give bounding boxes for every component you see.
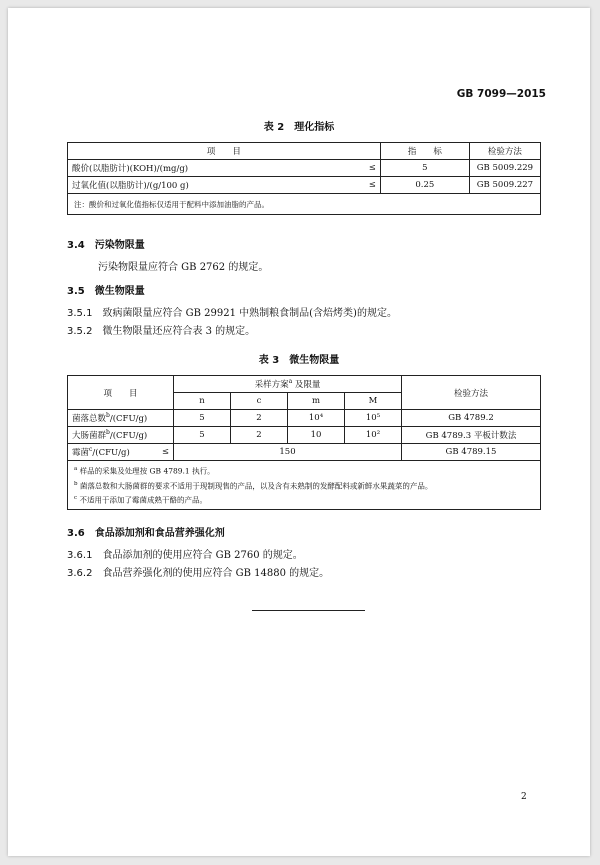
cell-unit: /(CFU/g) bbox=[92, 448, 130, 458]
table-subheader: n bbox=[174, 393, 231, 410]
cell-unit: /(CFU/g) bbox=[109, 414, 148, 424]
table-note bbox=[74, 492, 534, 507]
table-cell bbox=[68, 444, 152, 461]
section-3-5-2 bbox=[67, 322, 255, 337]
footnote-mark: c bbox=[74, 495, 78, 501]
document-page bbox=[8, 8, 590, 856]
section-number: 3.4 bbox=[67, 240, 85, 251]
section-number: 3.6.1 bbox=[67, 550, 93, 561]
standard-number: GB 7099—2015 bbox=[456, 88, 546, 100]
table-cell: 150 bbox=[174, 444, 402, 461]
table-cell: GB 5009.227 bbox=[469, 177, 540, 194]
cell-item: 霉菌 bbox=[72, 448, 90, 458]
note-text: 不适用于添加了霉菌成熟干酪的产品。 bbox=[79, 495, 207, 505]
table-cell bbox=[68, 427, 174, 444]
section-text: 食品营养强化剂的使用应符合 GB 14880 的规定。 bbox=[102, 568, 330, 579]
section-3-5-1 bbox=[67, 304, 397, 319]
table-subheader: c bbox=[231, 393, 288, 410]
footnote-mark: a bbox=[74, 466, 78, 472]
table-header-plan bbox=[174, 376, 402, 393]
footnote-mark: b bbox=[74, 480, 78, 487]
section-3-4-heading bbox=[67, 236, 145, 251]
table-cell: 10 bbox=[288, 427, 345, 444]
table-cell bbox=[68, 410, 174, 427]
table-note-row bbox=[68, 194, 541, 215]
table-cell: 5 bbox=[174, 427, 231, 444]
table-cell: 10² bbox=[345, 427, 402, 444]
section-number: 3.5.2 bbox=[67, 326, 93, 337]
cell-unit: /(CFU/g) bbox=[109, 431, 148, 441]
cell-item: 菌落总数 bbox=[72, 414, 107, 424]
table-row bbox=[68, 410, 541, 427]
table-cell: GB 4789.15 bbox=[402, 444, 541, 461]
section-title: 污染物限量 bbox=[94, 240, 145, 251]
section-3-6-2 bbox=[67, 564, 329, 579]
table-header-row bbox=[68, 376, 541, 393]
table-header: 项 目 bbox=[68, 143, 381, 160]
table-header-row bbox=[68, 143, 541, 160]
header-plan-tail: 及限量 bbox=[292, 380, 321, 390]
section-text: 致病菌限量应符合 GB 29921 中熟制粮食制品(含焙烤类)的规定。 bbox=[102, 308, 397, 319]
table-header: 检验方法 bbox=[402, 376, 541, 410]
section-3-4-text: 污染物限量应符合 GB 2762 的规定。 bbox=[98, 262, 269, 273]
table-note: 注：酸价和过氧化值指标仅适用于配料中添加油脂的产品。 bbox=[68, 194, 541, 215]
table2 bbox=[67, 142, 541, 215]
table-cell: 过氧化值(以脂肪计)/(g/100 g) bbox=[68, 177, 358, 194]
table-header: 检验方法 bbox=[469, 143, 540, 160]
end-rule bbox=[252, 610, 365, 611]
table-row bbox=[68, 160, 541, 177]
section-3-6-1 bbox=[67, 546, 303, 561]
footnote-mark: b bbox=[106, 412, 110, 420]
table-cell: 10⁴ bbox=[288, 410, 345, 427]
section-3-6-heading bbox=[67, 524, 225, 539]
table-cell: 5 bbox=[380, 160, 469, 177]
section-text: 食品添加剂的使用应符合 GB 2760 的规定。 bbox=[102, 550, 303, 561]
table-cell: 酸价(以脂肪计)(KOH)/(mg/g) bbox=[68, 160, 358, 177]
section-number: 3.5.1 bbox=[67, 308, 93, 319]
table-cell: ≤ bbox=[151, 444, 174, 461]
table3 bbox=[67, 375, 541, 510]
footnote-mark: b bbox=[106, 429, 110, 437]
table-cell: GB 4789.3 平板计数法 bbox=[402, 427, 541, 444]
header-plan-label: 采样方案 bbox=[254, 380, 289, 390]
section-title: 食品添加剂和食品营养强化剂 bbox=[94, 528, 225, 539]
table3-caption: 表 3 微生物限量 bbox=[258, 355, 340, 366]
table-row bbox=[68, 444, 541, 461]
footnote-mark: a bbox=[288, 378, 293, 386]
table-header: 项 目 bbox=[68, 376, 174, 410]
table2-caption: 表 2 理化指标 bbox=[263, 122, 335, 133]
table-cell: 2 bbox=[231, 410, 288, 427]
table-cell: ≤ bbox=[358, 160, 381, 177]
table-subheader: m bbox=[288, 393, 345, 410]
table-cell: GB 4789.2 bbox=[402, 410, 541, 427]
table-note bbox=[74, 463, 534, 478]
section-3-5-heading bbox=[67, 282, 145, 297]
note-text: 菌落总数和大肠菌群的要求不适用于现制现售的产品，以及含有未熟制的发酵配料或新鲜水果蔬菜的产品。 bbox=[79, 481, 433, 490]
table-note-row bbox=[68, 461, 541, 510]
cell-item: 大肠菌群 bbox=[72, 431, 107, 441]
section-text: 微生物限量还应符合表 3 的规定。 bbox=[102, 326, 256, 337]
note-text: 样品的采集及处理按 GB 4789.1 执行。 bbox=[79, 466, 215, 476]
table-row bbox=[68, 427, 541, 444]
table-cell: 2 bbox=[231, 427, 288, 444]
table-subheader: M bbox=[345, 393, 402, 410]
table-cell: 5 bbox=[174, 410, 231, 427]
table-cell: GB 5009.229 bbox=[469, 160, 540, 177]
table-note bbox=[74, 478, 534, 493]
table-cell: 10⁵ bbox=[345, 410, 402, 427]
section-number: 3.6 bbox=[67, 528, 85, 539]
page-number: 2 bbox=[521, 792, 527, 802]
footnote-mark: c bbox=[89, 446, 93, 454]
table-cell: 0.25 bbox=[380, 177, 469, 194]
table-notes bbox=[68, 461, 541, 510]
section-number: 3.6.2 bbox=[67, 568, 93, 579]
table-header: 指 标 bbox=[380, 143, 469, 160]
table-cell: ≤ bbox=[358, 177, 381, 194]
section-title: 微生物限量 bbox=[94, 286, 145, 297]
section-number: 3.5 bbox=[67, 286, 85, 297]
table-row bbox=[68, 177, 541, 194]
